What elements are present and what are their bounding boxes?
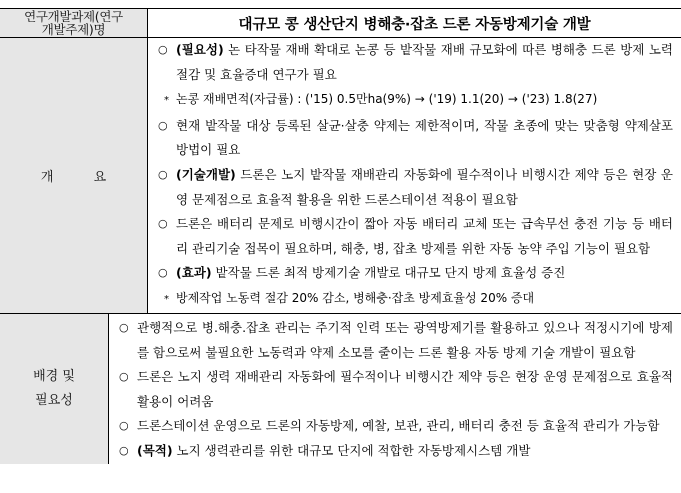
circle-bullet-icon: ○ bbox=[119, 419, 129, 433]
item-text: 드론은 노지 밭작물 재배관리 자동화에 필수적이나 비행시간 제약 등은 현장 운영 문제점으로 효율적 활용을 위한 드론스테이션 적용이 필요함 bbox=[176, 166, 673, 207]
project-name-label bbox=[0, 9, 148, 38]
overview-note bbox=[158, 87, 673, 114]
item-text: 노지 생력관리를 위한 대규모 단지에 적합한 자동방제시스템 개발 bbox=[172, 442, 531, 458]
overview-item bbox=[158, 261, 673, 286]
asterisk-icon: * bbox=[164, 95, 169, 107]
circle-bullet-icon: ○ bbox=[119, 370, 129, 384]
item-tag: (기술개발) bbox=[176, 166, 236, 182]
overview-item bbox=[158, 114, 673, 163]
overview-label-cell bbox=[0, 38, 148, 314]
background-row bbox=[0, 314, 681, 464]
overview-row bbox=[0, 38, 681, 314]
item-text: 드론은 노지 생력 재배관리 자동화에 필수적이나 비행시간 제약 등은 현장 운영 문제점으로 효율적 활용이 어려움 bbox=[137, 369, 673, 409]
background-label-cell bbox=[0, 314, 109, 464]
note-text: 논콩 재배면적(자급률) : ('15) 0.5만ha(9%) → ('19) 1.1(20) → ('23) 1.8(27) bbox=[176, 92, 598, 107]
item-text: 관행적으로 병.해충.잡초 관리는 주기적 인력 또는 광역방제기를 활용하고 있으나 적정시기에 방제를 함으로써 불필요한 노동력과 약제 소모를 줄이는 드론 활용 자동 방제 기술 개발이 필요함 bbox=[137, 320, 673, 360]
circle-bullet-icon: ○ bbox=[158, 217, 168, 231]
project-name-label-line1: 연구개발과제(연구 bbox=[24, 9, 123, 24]
overview-note bbox=[158, 286, 673, 313]
note-text: 방제작업 노동력 절감 20% 감소, 병해충·잡초 방제효율성 20% 증대 bbox=[176, 290, 535, 305]
item-text: 밭작물 드론 최적 방제기술 개발로 대규모 단지 방제 효율성 증진 bbox=[211, 265, 566, 281]
item-text: 논 타작물 재배 확대로 논콩 등 밭작물 재배 규모화에 따른 병해충 드론 방제 노력절감 및 효율증대 연구가 필요 bbox=[176, 42, 673, 82]
background-label-line2: 필요성 bbox=[35, 392, 73, 408]
overview-item bbox=[158, 163, 673, 212]
circle-bullet-icon: ○ bbox=[158, 118, 168, 132]
background-item bbox=[119, 439, 673, 464]
item-text: 현재 밭작물 대상 등록된 살균·살충 약제는 제한적이며, 작물 초종에 맞는 맞춤형 약제살포 방법이 필요 bbox=[176, 117, 673, 158]
background-table bbox=[0, 313, 681, 464]
item-text: 드론은 배터리 문제로 비행시간이 짧아 자동 배터리 교체 또는 급속무선 충전 기능 등 배터리 관리기술 접목이 필요하며, 해충, 병, 잡초 방제를 위한 자동 농약 주입 기능이 필요함 bbox=[176, 216, 673, 256]
background-item bbox=[119, 365, 673, 414]
project-name-label-line2: 개발주제)명 bbox=[41, 22, 106, 37]
overview-item bbox=[158, 38, 673, 87]
item-tag: (필요성) bbox=[176, 42, 224, 57]
overview-label: 개 요 bbox=[40, 169, 125, 185]
circle-bullet-icon: ○ bbox=[158, 43, 168, 56]
asterisk-icon: * bbox=[164, 293, 169, 305]
background-label-line1: 배경 및 bbox=[33, 368, 75, 384]
item-tag: (목적) bbox=[137, 442, 173, 458]
circle-bullet-icon: ○ bbox=[119, 443, 129, 457]
background-item bbox=[119, 414, 673, 439]
circle-bullet-icon: ○ bbox=[158, 266, 168, 280]
circle-bullet-icon: ○ bbox=[119, 321, 129, 334]
background-item bbox=[119, 316, 673, 365]
circle-bullet-icon: ○ bbox=[158, 167, 168, 181]
item-text: 드론스테이션 운영으로 드론의 자동방제, 예찰, 보관, 관리, 배터리 충전 등 효율적 관리가 가능함 bbox=[137, 418, 660, 434]
item-tag: (효과) bbox=[176, 265, 212, 281]
project-overview-table bbox=[0, 8, 681, 314]
overview-content bbox=[148, 38, 681, 314]
overview-item bbox=[158, 212, 673, 261]
title-row bbox=[0, 9, 681, 38]
project-title: 대규모 콩 생산단지 병해충·잡초 드론 자동방제기술 개발 bbox=[148, 9, 681, 38]
background-content bbox=[109, 314, 681, 464]
